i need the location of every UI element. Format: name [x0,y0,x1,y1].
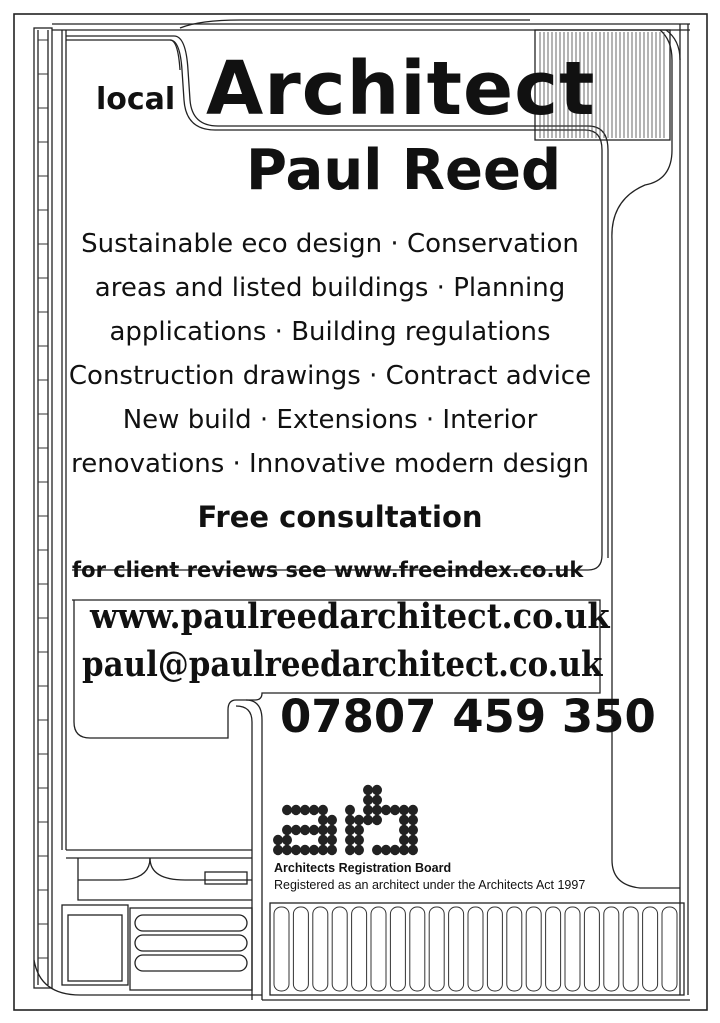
arb-logo-dot [273,845,283,855]
arb-logo-dot [354,825,364,835]
arb-logo-dot [327,815,337,825]
arb-logo-dot [309,805,319,815]
arb-logo-dot [408,845,418,855]
arb-logo-dot [345,845,355,855]
service-line: Construction drawings · Contract advice [68,361,592,391]
parking-stall [584,907,599,991]
arb-logo-dot [363,815,373,825]
arb-logo-dot [363,795,373,805]
arb-logo-dot [282,845,292,855]
parking-stall [565,907,580,991]
arb-logo-dot [291,825,301,835]
parking-stall [623,907,638,991]
arb-logo-dot [372,845,382,855]
arb-logo-dot [408,805,418,815]
arb-logo-dot [399,835,409,845]
arb-logo-dot [345,825,355,835]
arb-logo-dot [327,825,337,835]
arb-logo-dot [345,815,355,825]
arb-logo-dot [282,825,292,835]
arb-logo-dot [282,805,292,815]
service-line: areas and listed buildings · Planning [94,273,566,303]
phone-number[interactable]: 07807 459 350 [280,690,656,743]
service-line: applications · Building regulations [109,317,551,347]
parking-stall [352,907,367,991]
arb-logo-dot [399,845,409,855]
arb-logo-dot [381,805,391,815]
parking-stall [332,907,347,991]
parking-stall [662,907,677,991]
arb-logo-dot [309,845,319,855]
parking-stall [643,907,658,991]
arb-logo-dot [327,845,337,855]
parking-stall [429,907,444,991]
reviews-note: for client reviews see www.freeindex.co.uk [72,558,584,582]
parking-stall [371,907,386,991]
arb-logo-dot [345,835,355,845]
arb-logo-dot [273,835,283,845]
arb-logo-dot [318,845,328,855]
arb-logo-dot [372,785,382,795]
left-wall [34,28,52,988]
parking-stall [313,907,328,991]
arb-logo-dot [390,805,400,815]
parking-stall [410,907,425,991]
arb-logo-dot [372,795,382,805]
service-line: Sustainable eco design · Conservation [81,229,579,259]
arb-logo-dot [309,825,319,835]
website-link[interactable]: www.paulreedarchitect.co.uk [90,596,610,637]
arb-logo-dot [327,835,337,845]
arb-logo-dot [354,845,364,855]
arb-logo-dot [318,805,328,815]
arb-logo-dot [300,805,310,815]
parking-stall [293,907,308,991]
arb-logo-dot [318,825,328,835]
arb-logo-dot [408,815,418,825]
arb-logo [272,782,422,860]
arb-logo-dot [408,835,418,845]
free-consultation: Free consultation [197,500,483,534]
arb-logo-dot [408,825,418,835]
arb-logo-dot [363,805,373,815]
parking-stall [604,907,619,991]
local-label: local [96,82,176,117]
service-line: New build · Extensions · Interior [122,405,538,435]
arb-logo-dot [354,815,364,825]
arb-name: Architects Registration Board [274,861,452,875]
arb-logo-dot [291,845,301,855]
arb-logo-dot [399,815,409,825]
arb-logo-dot [363,785,373,795]
parking-stall [546,907,561,991]
arb-logo-dot [300,825,310,835]
parking-stall [487,907,502,991]
email-link[interactable]: paul@paulreedarchitect.co.uk [82,644,603,685]
parking-stall [449,907,464,991]
arb-logo-dot [372,815,382,825]
arb-logo-dot [399,805,409,815]
parking-stall [526,907,541,991]
parking-stall [274,907,289,991]
arb-logo-dot [282,835,292,845]
architect-name: Paul Reed [246,138,562,203]
arb-registration: Registered as an architect under the Architects Act 1997 [274,878,586,892]
arb-logo-dot [291,805,301,815]
arb-logo-dot [399,825,409,835]
page-title: Architect [206,46,596,132]
arb-logo-dot [345,805,355,815]
arb-logo-dot [354,835,364,845]
arb-logo-dot [372,805,382,815]
arb-logo-dot [381,845,391,855]
service-line: renovations · Innovative modern design [71,449,589,479]
parking-stall [507,907,522,991]
arb-logo-dot [318,835,328,845]
arb-logo-dot [318,815,328,825]
parking-stall [390,907,405,991]
arb-logo-dot [300,845,310,855]
arb-logo-dot [390,845,400,855]
parking-stall [468,907,483,991]
